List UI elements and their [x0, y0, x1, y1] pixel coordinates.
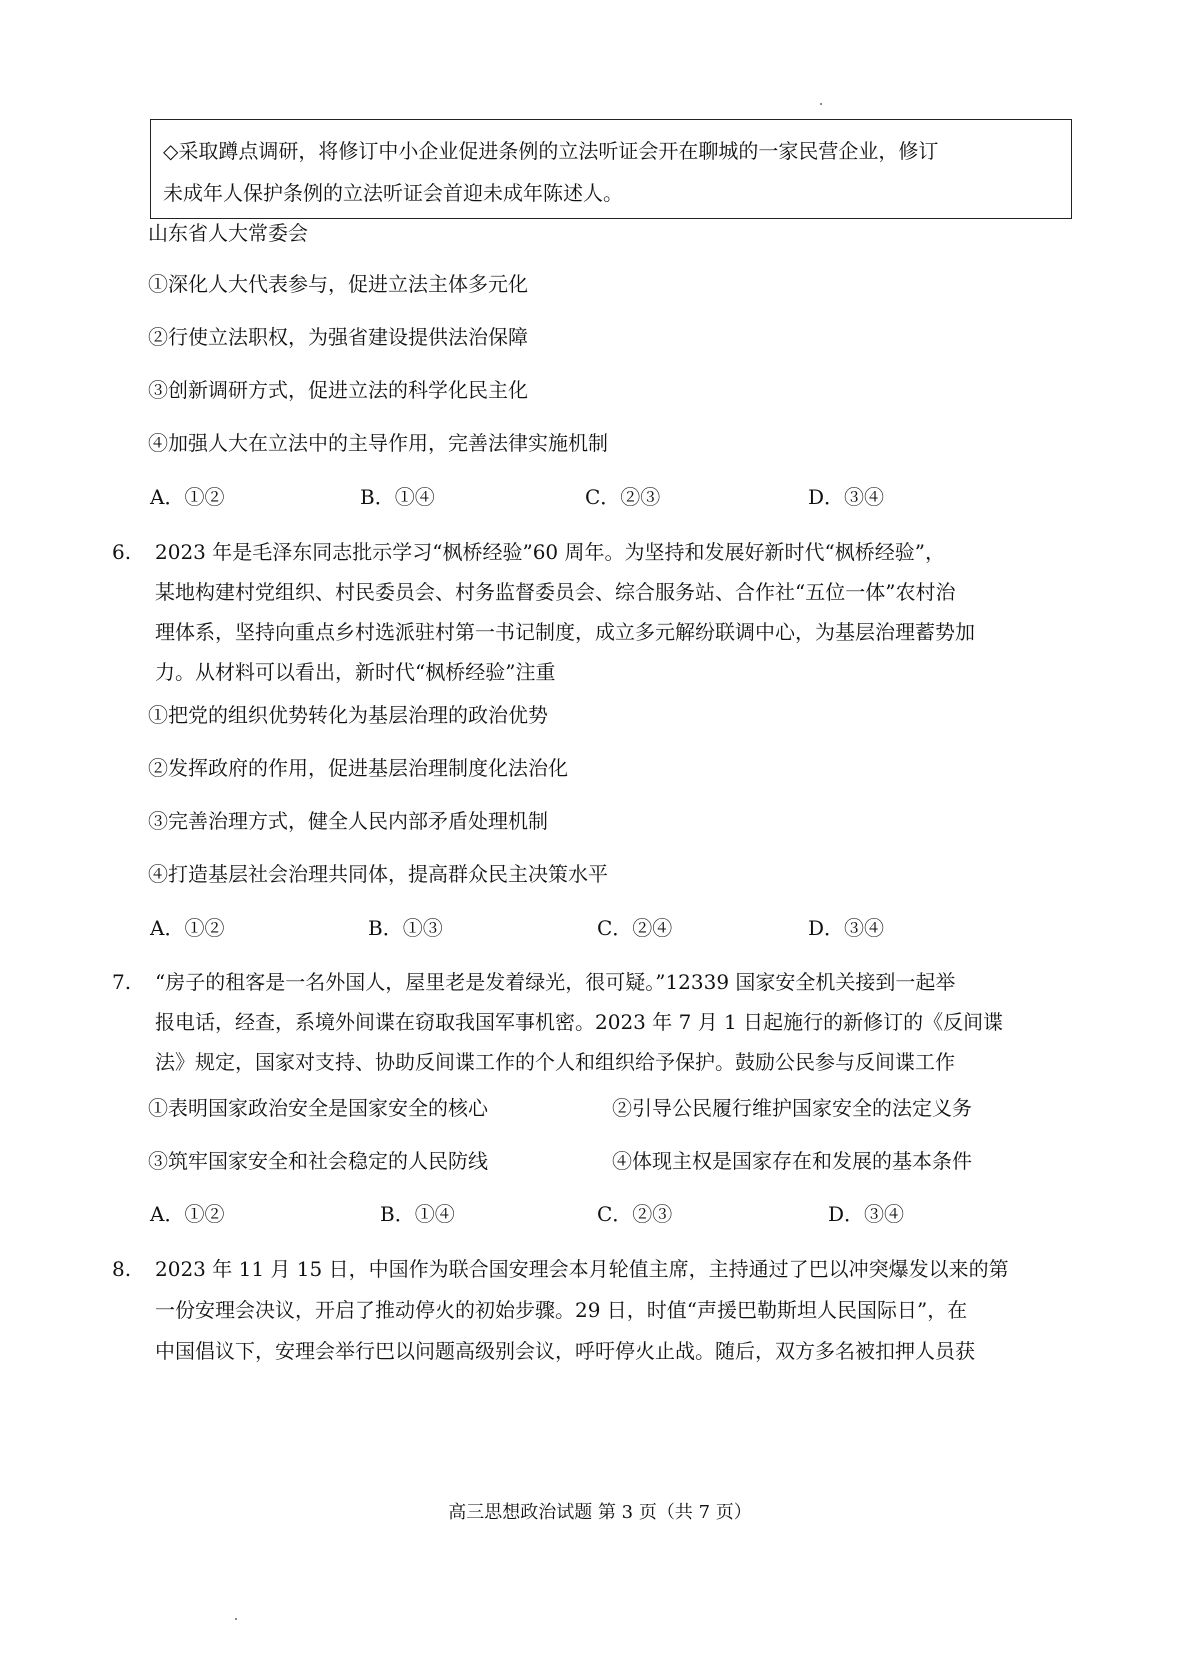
q6-stem-line: 力。从材料可以看出，新时代“枫桥经验”注重	[155, 660, 556, 684]
q6-option-d: D．③④	[808, 916, 885, 940]
q7-option-a: A．①②	[150, 1202, 225, 1226]
q6-option-a: A．①②	[150, 916, 225, 940]
q5-option-c: C．②③	[585, 485, 661, 509]
q6-option-b: B．①③	[368, 916, 443, 940]
material-line: 未成年人保护条例的立法听证会首迎未成年陈述人。	[163, 181, 623, 205]
q6-item-4: ④打造基层社会治理共同体，提高群众民主决策水平	[148, 862, 608, 886]
q6-item-2: ②发挥政府的作用，促进基层治理制度化法治化	[148, 756, 568, 780]
q7-stem-line: “房子的租客是一名外国人，屋里老是发着绿光，很可疑。”12339 国家安全机关接到一起举	[155, 970, 956, 994]
q8-stem-line: 2023 年 11 月 15 日，中国作为联合国安理会本月轮值主席，主持通过了巴以冲突爆发以来的第	[155, 1257, 1009, 1281]
q7-item-3: ③筑牢国家安全和社会稳定的人民防线	[148, 1149, 488, 1173]
q5-item-4: ④加强人大在立法中的主导作用，完善法律实施机制	[148, 431, 608, 455]
q8-stem-line: 一份安理会决议，开启了推动停火的初始步骤。29 日，时值“声援巴勒斯坦人民国际日”，在	[155, 1298, 968, 1322]
q6-stem-line: 某地构建村党组织、村民委员会、村务监督委员会、综合服务站、合作社“五位一体”农村治	[155, 580, 956, 604]
q7-stem-line: 法》规定，国家对支持、协助反间谍工作的个人和组织给予保护。鼓励公民参与反间谍工作	[155, 1050, 955, 1074]
q5-option-d: D．③④	[808, 485, 885, 509]
q7-number: 7.	[112, 970, 132, 994]
scan-speck	[235, 1618, 237, 1620]
material-box	[150, 119, 1072, 219]
q8-stem-line: 中国倡议下，安理会举行巴以问题高级别会议，呼吁停火止战。随后，双方多名被扣押人员获	[155, 1339, 975, 1363]
page-footer: 高三思想政治试题 第 3 页（共 7 页）	[448, 1502, 752, 1523]
q7-item-4: ④体现主权是国家存在和发展的基本条件	[612, 1149, 972, 1173]
q5-option-b: B．①④	[360, 485, 435, 509]
q8-number: 8.	[112, 1257, 132, 1281]
q7-option-b: B．①④	[380, 1202, 455, 1226]
q6-item-3: ③完善治理方式，健全人民内部矛盾处理机制	[148, 809, 548, 833]
q6-stem-line: 理体系，坚持向重点乡村选派驻村第一书记制度，成立多元解纷联调中心，为基层治理蓄势加	[155, 620, 975, 644]
scan-speck	[820, 103, 822, 105]
q7-item-1: ①表明国家政治安全是国家安全的核心	[148, 1096, 488, 1120]
q5-item-3: ③创新调研方式，促进立法的科学化民主化	[148, 378, 528, 402]
q6-item-1: ①把党的组织优势转化为基层治理的政治优势	[148, 703, 548, 727]
q7-stem-line: 报电话，经查，系境外间谍在窃取我国军事机密。2023 年 7 月 1 日起施行的新修订的《反间谍	[155, 1010, 1004, 1034]
material-line: ◇采取蹲点调研，将修订中小企业促进条例的立法听证会开在聊城的一家民营企业，修订	[163, 139, 939, 163]
q5-item-2: ②行使立法职权，为强省建设提供法治保障	[148, 325, 528, 349]
q7-option-d: D．③④	[828, 1202, 905, 1226]
q6-option-c: C．②④	[597, 916, 673, 940]
q6-number: 6.	[112, 540, 132, 564]
q7-option-c: C．②③	[597, 1202, 673, 1226]
q6-stem-line: 2023 年是毛泽东同志批示学习“枫桥经验”60 周年。为坚持和发展好新时代“枫桥经验”，	[155, 540, 945, 564]
q5-stem: 山东省人大常委会	[148, 221, 308, 245]
q5-item-1: ①深化人大代表参与，促进立法主体多元化	[148, 272, 528, 296]
q7-item-2: ②引导公民履行维护国家安全的法定义务	[612, 1096, 972, 1120]
q5-option-a: A．①②	[150, 485, 225, 509]
